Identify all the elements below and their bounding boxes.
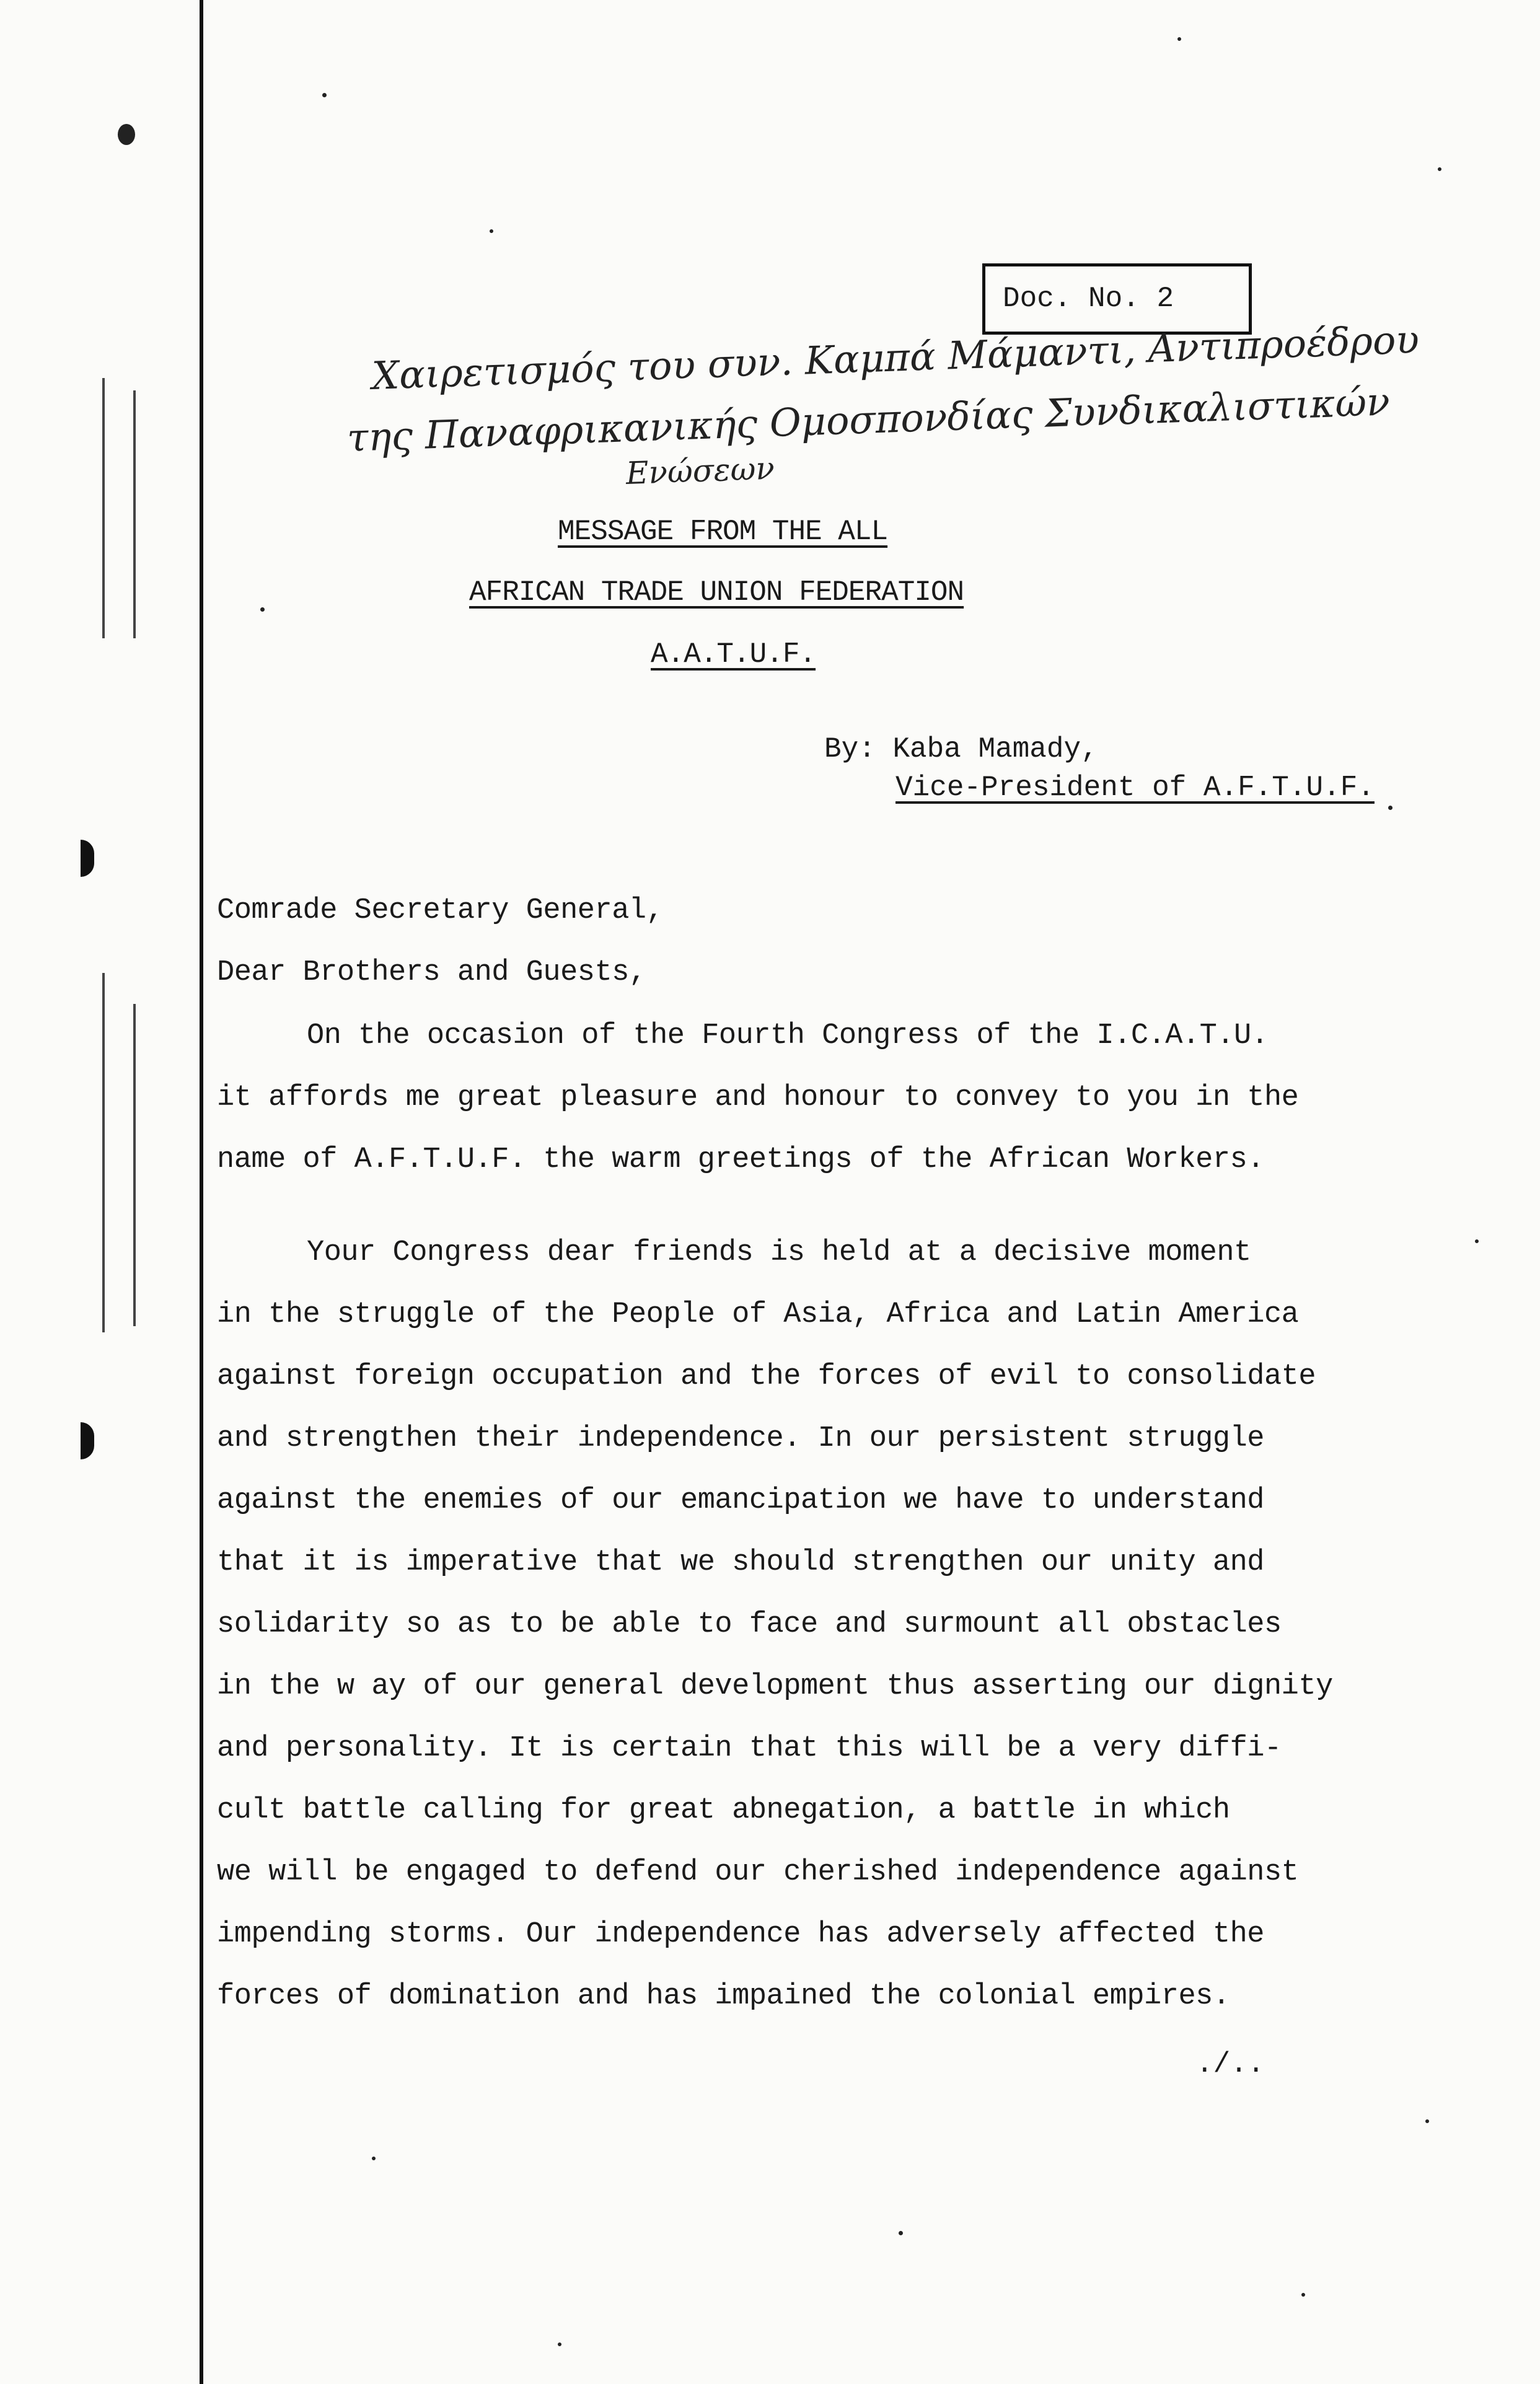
continuation-mark: ./.. xyxy=(1196,2048,1265,2080)
ink-blot xyxy=(118,124,135,145)
paragraph2-line: against the enemies of our emancipation we have to understand xyxy=(217,1484,1264,1517)
paragraph1-line: name of A.F.T.U.F. the warm greetings of the African Workers. xyxy=(217,1143,1264,1176)
binding-mark xyxy=(133,390,136,638)
handwritten-note-line3: Ενώσεων xyxy=(625,450,775,491)
paragraph2-line: impending storms. Our independence has adversely affected the xyxy=(217,1918,1264,1951)
paragraph2-line: and personality. It is certain that this will be a very diffi- xyxy=(217,1732,1282,1765)
paragraph2-line: that it is imperative that we should strengthen our unity and xyxy=(217,1546,1264,1579)
byline-name: Kaba Mamady, xyxy=(892,733,1098,765)
speck xyxy=(558,2342,561,2346)
byline-role: Vice-President of A.F.T.U.F. xyxy=(895,772,1375,804)
salutation-line2: Dear Brothers and Guests, xyxy=(217,956,646,989)
paragraph2-line: solidarity so as to be able to face and surmount all obstacles xyxy=(217,1608,1282,1641)
paragraph2-line: against foreign occupation and the forces of evil to consolidate xyxy=(217,1360,1316,1393)
paragraph1-line: On the occasion of the Fourth Congress of the I.C.A.T.U. xyxy=(307,1019,1269,1052)
doc-number-box: Doc. No. 2 xyxy=(982,263,1252,335)
speck xyxy=(1438,167,1441,171)
binding-mark xyxy=(133,1004,136,1326)
speck xyxy=(899,2231,903,2235)
binding-mark xyxy=(102,378,105,638)
speck xyxy=(1475,1239,1479,1243)
title-line1: MESSAGE FROM THE ALL xyxy=(558,516,888,548)
paragraph1-line: it affords me great pleasure and honour to convey to you in the xyxy=(217,1081,1299,1114)
paragraph2-line: cult battle calling for great abnegation, a battle in which xyxy=(217,1794,1230,1827)
paragraph2-line: forces of domination and has impained the colonial empires. xyxy=(217,1980,1230,2013)
title-line3: A.A.T.U.F. xyxy=(651,638,816,671)
speck xyxy=(490,229,493,233)
speck xyxy=(260,607,265,612)
punch-hole-mark xyxy=(81,1422,94,1459)
byline-prefix: By: xyxy=(824,733,876,765)
salutation-line1: Comrade Secretary General, xyxy=(217,894,664,927)
speck xyxy=(1177,37,1181,41)
paragraph2-line: we will be engaged to defend our cherished independence against xyxy=(217,1856,1299,1889)
paragraph2-line: Your Congress dear friends is held at a decisive moment xyxy=(307,1236,1251,1269)
speck xyxy=(1388,806,1393,810)
speck xyxy=(322,93,327,97)
binding-mark xyxy=(102,973,105,1332)
speck xyxy=(1425,2119,1429,2123)
title-line2: AFRICAN TRADE UNION FEDERATION xyxy=(469,576,964,609)
speck xyxy=(372,2157,376,2160)
speck xyxy=(1301,2293,1305,2297)
punch-hole-mark xyxy=(81,840,94,877)
paragraph2-line: in the struggle of the People of Asia, Africa and Latin America xyxy=(217,1298,1299,1331)
byline xyxy=(824,730,1375,807)
paragraph2-line: in the w ay of our general development thus asserting our dignity xyxy=(217,1670,1333,1703)
margin-rule xyxy=(200,0,203,2384)
handwritten-note-line1: Χαιρετισμός του συν. Καμπά Μάμαντι, Αντιπροέδρου xyxy=(371,317,1420,398)
handwritten-note-line2: της Παναφρικανικής Ομοσπονδίας Συνδικαλιστικών xyxy=(346,379,1391,460)
paragraph2-line: and strengthen their independence. In our persistent struggle xyxy=(217,1422,1264,1455)
